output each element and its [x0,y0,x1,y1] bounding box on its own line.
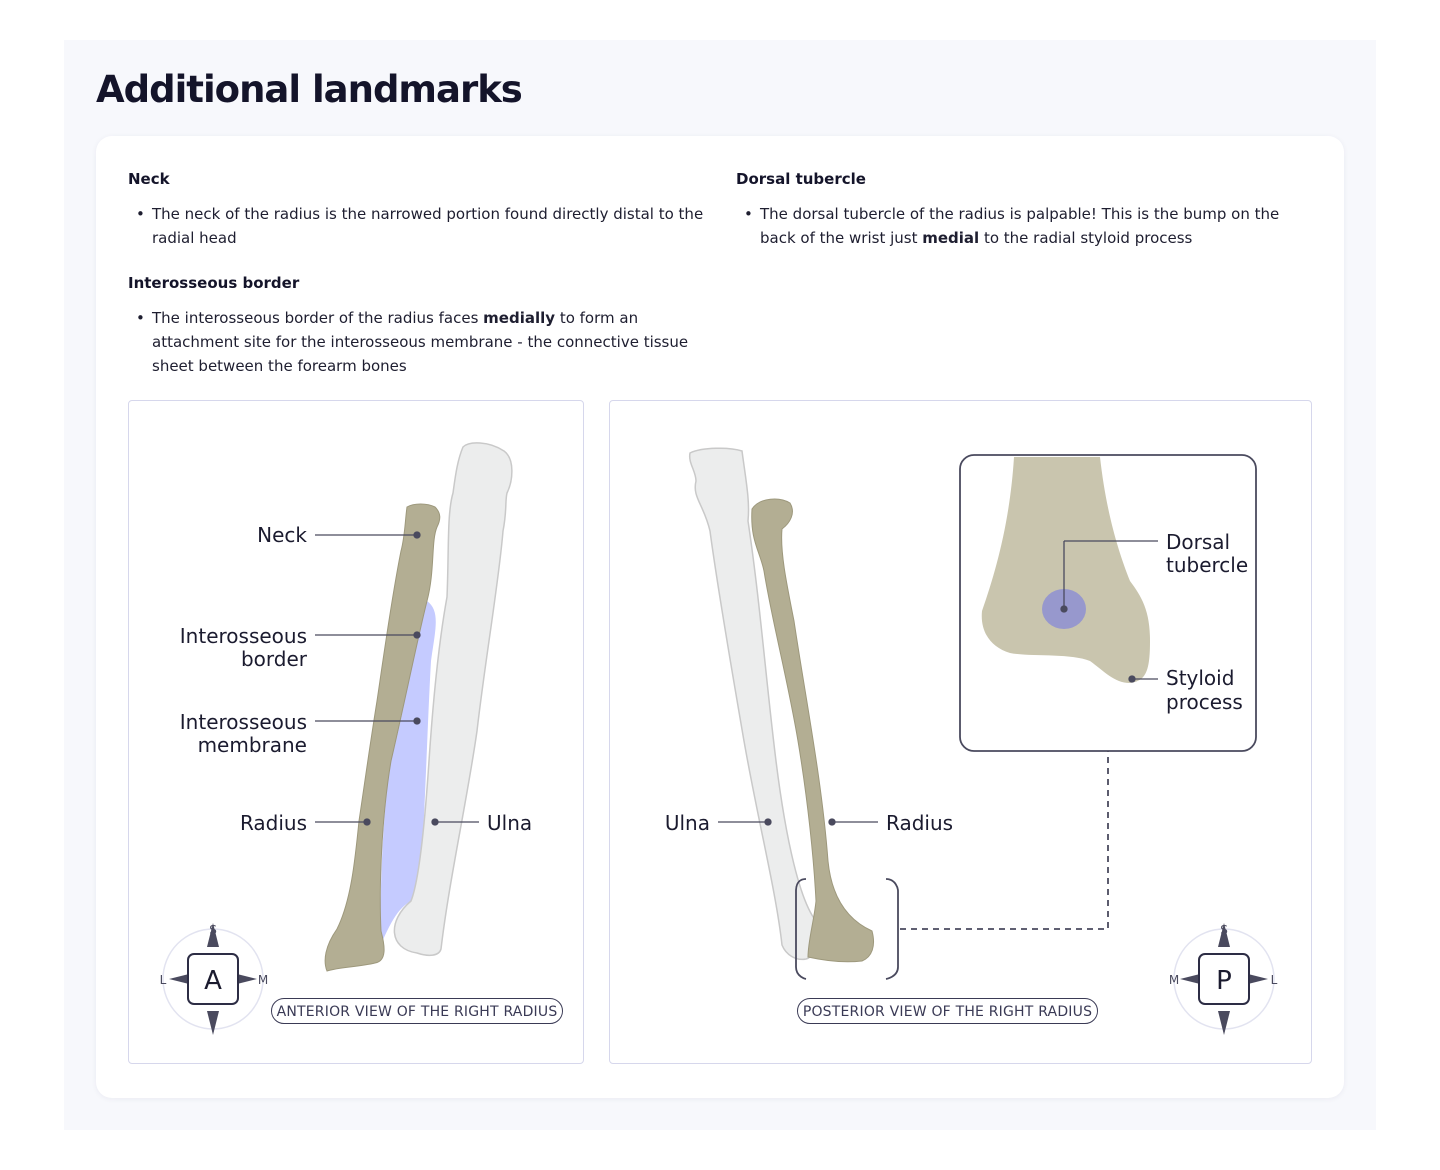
bullet-dorsal [736,202,1316,250]
bullet-text-interosseous: The interosseous border of the radius faces medially to form an attachment site for the interosseous membrane - the connective tissue sheet between the forearm bones [152,309,689,375]
label-styloid-1: Styloid [1166,666,1235,690]
leader-dot-border [414,632,420,638]
section-title-dorsal: Dorsal tubercle [736,170,866,188]
compass-bottom-letter: I [1222,1021,1226,1035]
label-membrane-1: Interosseous [179,710,307,734]
bullet-text-dorsal: The dorsal tubercle of the radius is palpable! This is the bump on the back of the wrist just medial to the radial styloid process [760,205,1280,247]
content-card [96,136,1344,1098]
dashed-connector [900,751,1108,929]
leader-dot-radius [364,819,370,825]
anterior-caption: ANTERIOR VIEW OF THE RIGHT RADIUS [271,998,563,1024]
bullet-dot: • [136,309,145,327]
section-neck [128,170,708,250]
compass-top-letter: S [1220,923,1228,937]
bullet-neck [128,202,708,250]
label-ulna: Ulna [664,811,710,835]
leader-dot-ulna [765,819,771,825]
label-border-2: border [240,647,307,671]
text-column-left [128,170,708,402]
label-border-1: Interosseous [179,624,307,648]
compass-bottom-letter: I [211,1021,215,1035]
label-dorsal-1: Dorsal [1166,530,1231,554]
label-styloid-2: process [1166,690,1243,714]
bullet-text-neck: The neck of the radius is the narrowed portion found directly distal to the radial head [152,205,704,247]
posterior-illustration [610,401,1313,1065]
compass-right-letter: L [1270,973,1278,987]
compass-left-letter: M [1168,973,1180,987]
label-radius: Radius [239,811,307,835]
leader-dot-neck [414,532,420,538]
compass-posterior [1169,923,1278,1035]
label-neck: Neck [257,523,307,547]
label-dorsal-2: tubercle [1166,553,1249,577]
posterior-caption: POSTERIOR VIEW OF THE RIGHT RADIUS [797,998,1098,1024]
leader-dot-ulna [432,819,438,825]
section-dorsal [736,170,1316,250]
posterior-view-panel [609,400,1312,1064]
section-interosseous [128,274,708,378]
compass-center-letter: A [204,966,222,996]
leader-dot-dorsal [1061,606,1067,612]
bullet-interosseous [128,306,708,378]
label-radius: Radius [886,811,954,835]
label-ulna: Ulna [487,811,533,835]
anterior-illustration [129,401,585,1065]
leader-dot-membrane [414,718,420,724]
bullet-dot: • [744,205,753,223]
leader-dot-radius [829,819,835,825]
section-title-interosseous: Interosseous border [128,274,300,292]
leader-dot-styloid [1129,676,1135,682]
anterior-view-panel [128,400,584,1064]
compass-anterior [160,923,269,1035]
label-membrane-2: membrane [197,733,307,757]
section-title-neck: Neck [128,170,170,188]
compass-top-letter: S [209,923,217,937]
bullet-dot: • [136,205,145,223]
text-column-right [736,170,1316,274]
page-title: Additional landmarks [96,68,522,111]
compass-left-letter: L [159,973,167,987]
page-background [64,40,1376,1130]
compass-right-letter: M [257,973,269,987]
compass-center-letter: P [1216,966,1232,996]
